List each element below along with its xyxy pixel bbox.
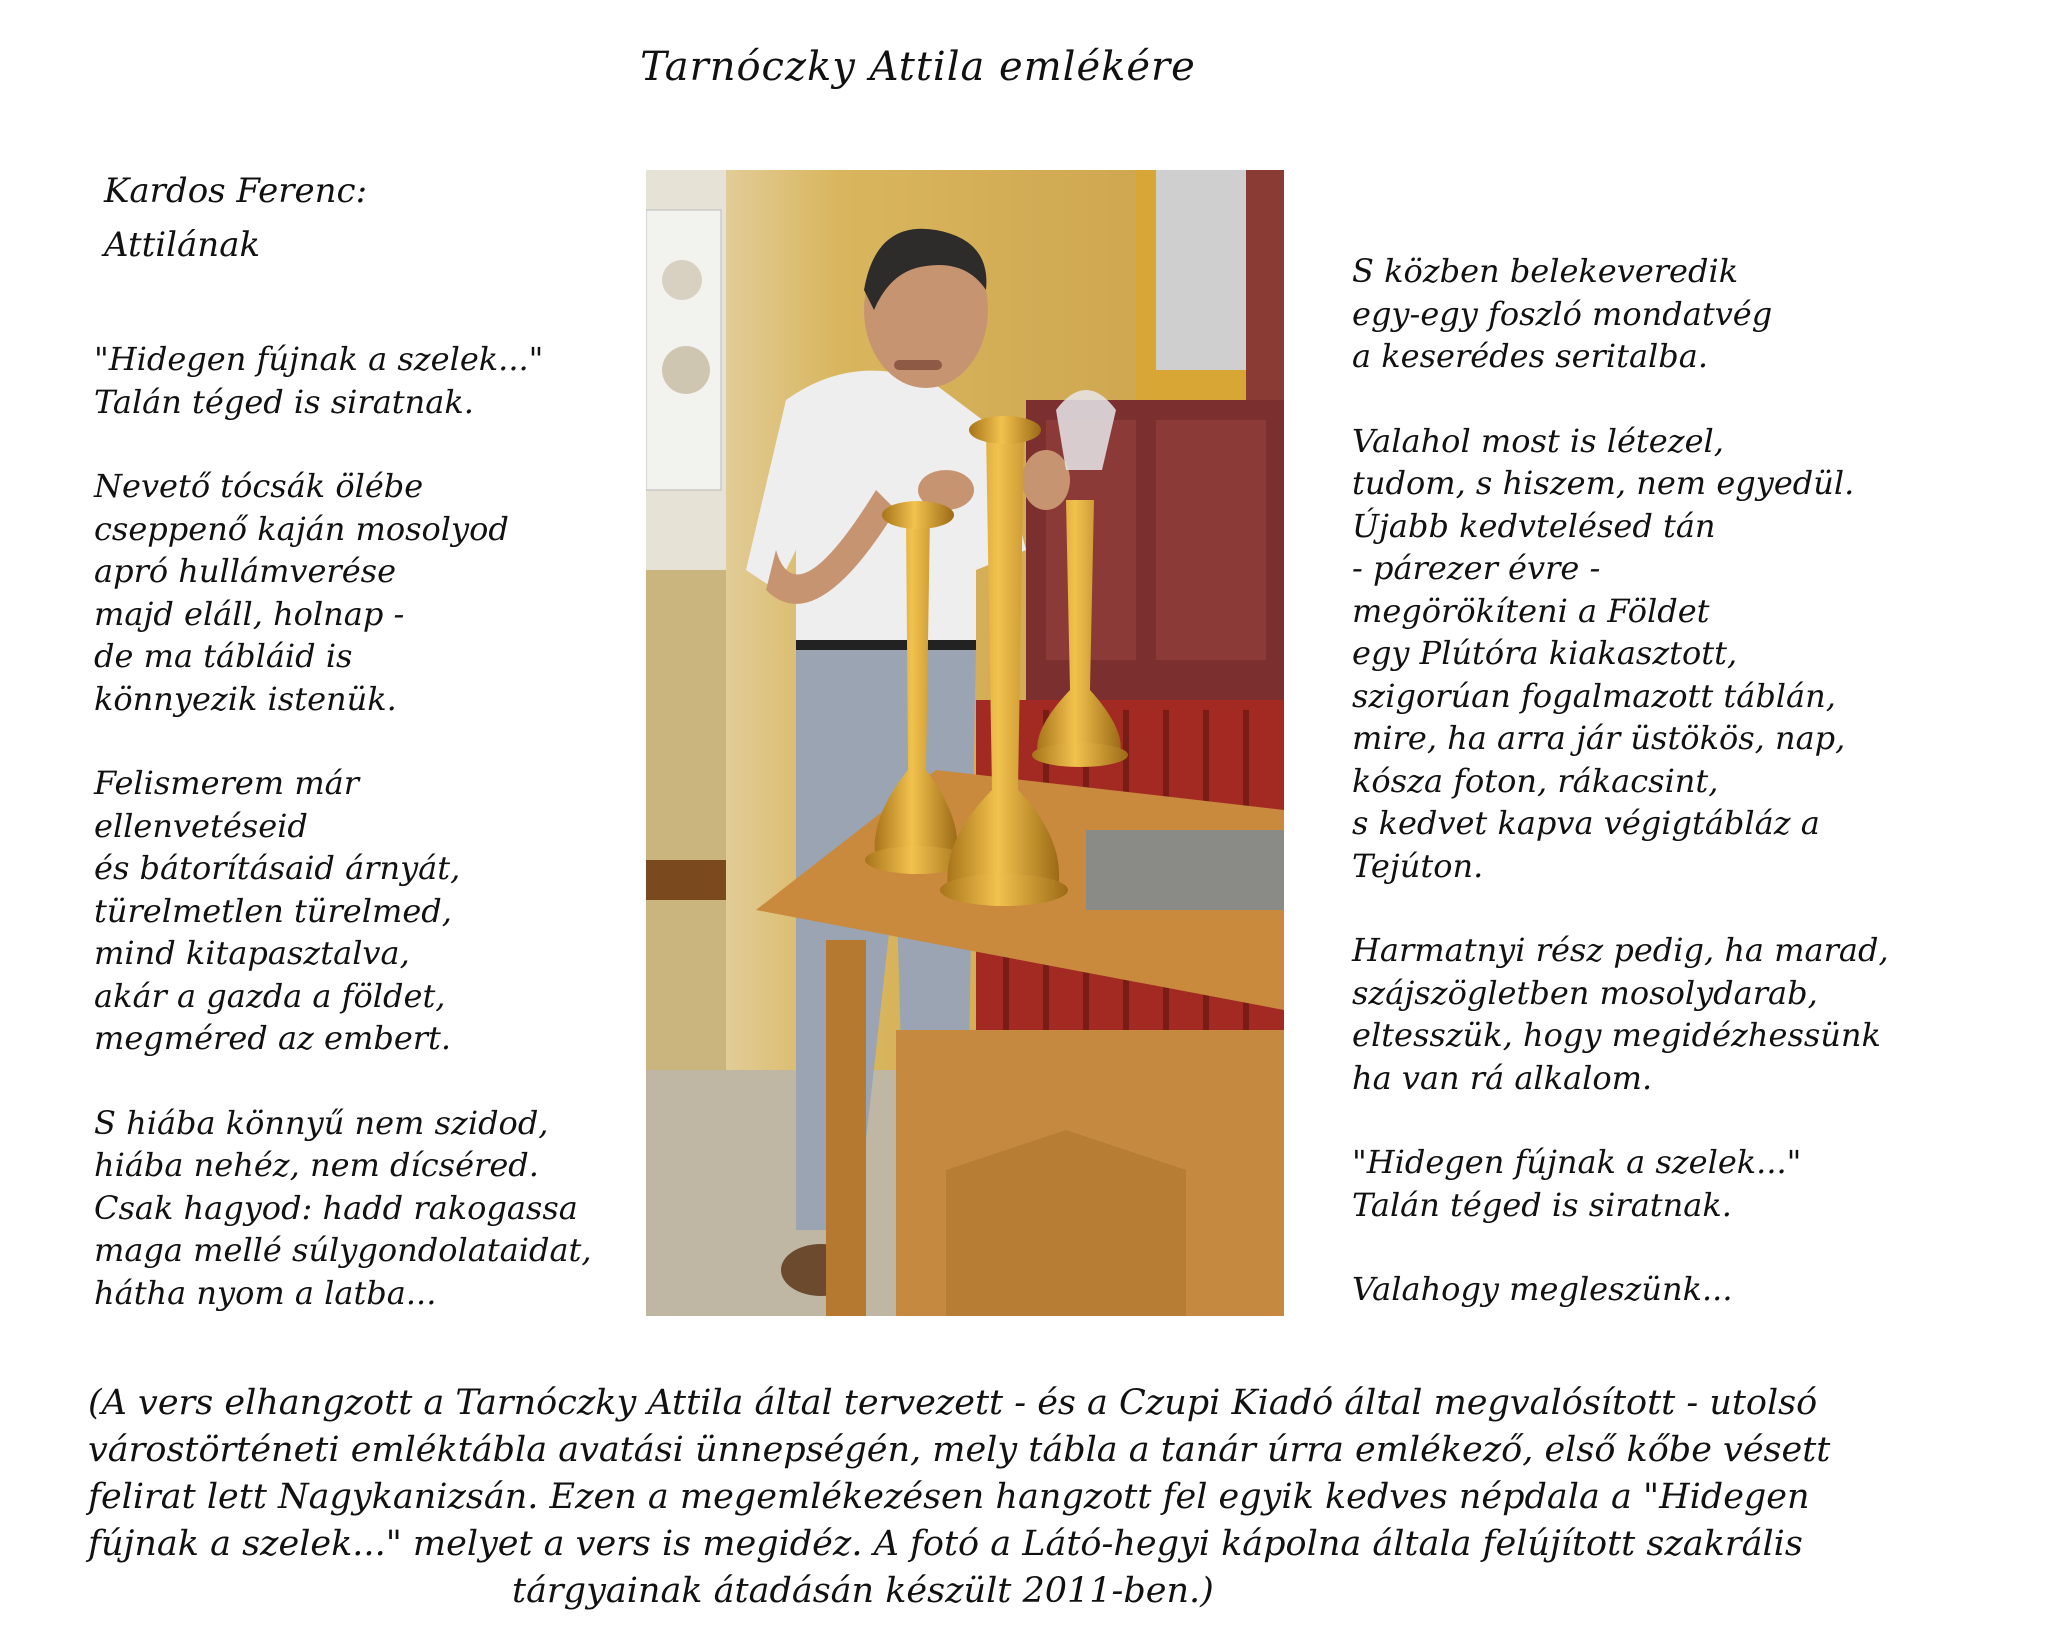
poem-line: megörökíteni a Földet	[1352, 591, 1710, 630]
poem-line: majd eláll, holnap -	[94, 594, 405, 633]
poem-line: szájszögletben mosolydarab,	[1352, 973, 1818, 1012]
poem-line: Nevető tócsák ölébe	[94, 467, 424, 505]
poem-stanza	[94, 762, 592, 1060]
poem-stanza	[1352, 420, 1889, 888]
poem-line: mire, ha arra jár üstökös, nap,	[1352, 719, 1846, 757]
poem-line: apró hullámverése	[94, 552, 397, 590]
poem-line: ellenvetéseid	[94, 806, 308, 845]
photo-man-with-candlesticks	[646, 170, 1284, 1316]
poem-line: S közben belekeveredik	[1352, 252, 1739, 290]
poem-stanza	[94, 1102, 592, 1315]
poem-line: Felismerem már	[94, 764, 360, 802]
poem-line: hátha nyom a latba...	[94, 1273, 437, 1312]
poem-line: "Hidegen fújnak a szelek..."	[94, 340, 544, 378]
poem-left-column	[94, 338, 592, 1356]
poem-line: könnyezik istenük.	[94, 679, 397, 718]
poem-line: - párezer évre -	[1352, 549, 1601, 587]
poem-line: maga mellé súlygondolataidat,	[94, 1231, 592, 1269]
poem-line: Valahol most is létezel,	[1352, 421, 1724, 460]
photo-caption	[88, 1380, 2008, 1615]
poem-line: eltesszük, hogy megidézhessünk	[1352, 1016, 1881, 1054]
poem-line: de ma tábláid is	[94, 637, 353, 675]
poem-stanza	[94, 465, 592, 720]
poem-line: cseppenő kaján mosolyod	[94, 509, 509, 548]
poem-line: ha van rá alkalom.	[1352, 1058, 1653, 1097]
poem-line: akár a gazda a földet,	[94, 976, 446, 1015]
poem-line: Talán téged is siratnak.	[94, 382, 474, 421]
poem-line: hiába nehéz, nem dícséred.	[94, 1146, 539, 1184]
poem-stanza	[1352, 929, 1889, 1099]
poem-line: tudom, s hiszem, nem egyedül.	[1352, 464, 1855, 502]
poem-stanza	[1352, 1141, 1889, 1226]
poem-line: megméred az embert.	[94, 1019, 452, 1057]
poem-line: és bátorításaid árnyát,	[94, 849, 461, 887]
author-name: Kardos Ferenc:	[104, 171, 368, 211]
poem-right-column	[1352, 250, 1889, 1353]
poem-line: türelmetlen türelmed,	[94, 891, 452, 930]
poem-stanza	[1352, 250, 1889, 378]
caption-line: várostörténeti emléktábla avatási ünnepségén, mely tábla a tanár úrra emlékező, első kőbe vésett	[88, 1430, 1831, 1470]
poem-title: Attilának	[104, 225, 261, 265]
poem-header	[104, 164, 367, 272]
poem-line: S hiába könnyű nem szidod,	[94, 1103, 549, 1142]
page-title: Tarnóczky Attila emlékére	[640, 44, 1196, 90]
poem-line: egy-egy foszló mondatvég	[1352, 294, 1773, 333]
poem-line: Újabb kedvtelésed tán	[1352, 506, 1716, 545]
poem-line: Valahogy megleszünk...	[1352, 1270, 1733, 1308]
poem-line: mind kitapasztalva,	[94, 934, 410, 972]
poem-line: Tejúton.	[1352, 846, 1484, 885]
poem-line: szigorúan fogalmazott táblán,	[1352, 676, 1836, 715]
poem-line: "Hidegen fújnak a szelek..."	[1352, 1143, 1802, 1181]
poem-line: Talán téged is siratnak.	[1352, 1185, 1732, 1224]
poem-line: Csak hagyod: hadd rakogassa	[94, 1188, 578, 1227]
poem-line: Harmatnyi rész pedig, ha marad,	[1352, 931, 1889, 969]
caption-line: felirat lett Nagykanizsán. Ezen a megemlékezésen hangzott fel egyik kedves népdala a "Hidegen	[88, 1477, 1810, 1517]
poem-line: egy Plútóra kiakasztott,	[1352, 634, 1738, 672]
caption-line: tárgyainak átadásán készült 2011-ben.)	[512, 1571, 1214, 1611]
caption-line: (A vers elhangzott a Tarnóczky Attila által tervezett - és a Czupi Kiadó által megvalósított - utolsó	[88, 1383, 1818, 1423]
poem-stanza	[94, 338, 592, 423]
poem-line: s kedvet kapva végigtábláz a	[1352, 804, 1820, 842]
poem-line: kósza foton, rákacsint,	[1352, 761, 1719, 800]
poem-stanza	[1352, 1268, 1889, 1311]
poem-line: a keserédes seritalba.	[1352, 337, 1708, 375]
caption-line: fújnak a szelek..." melyet a vers is megidéz. A fotó a Látó-hegyi kápolna általa felújított szakrális	[88, 1524, 1803, 1564]
